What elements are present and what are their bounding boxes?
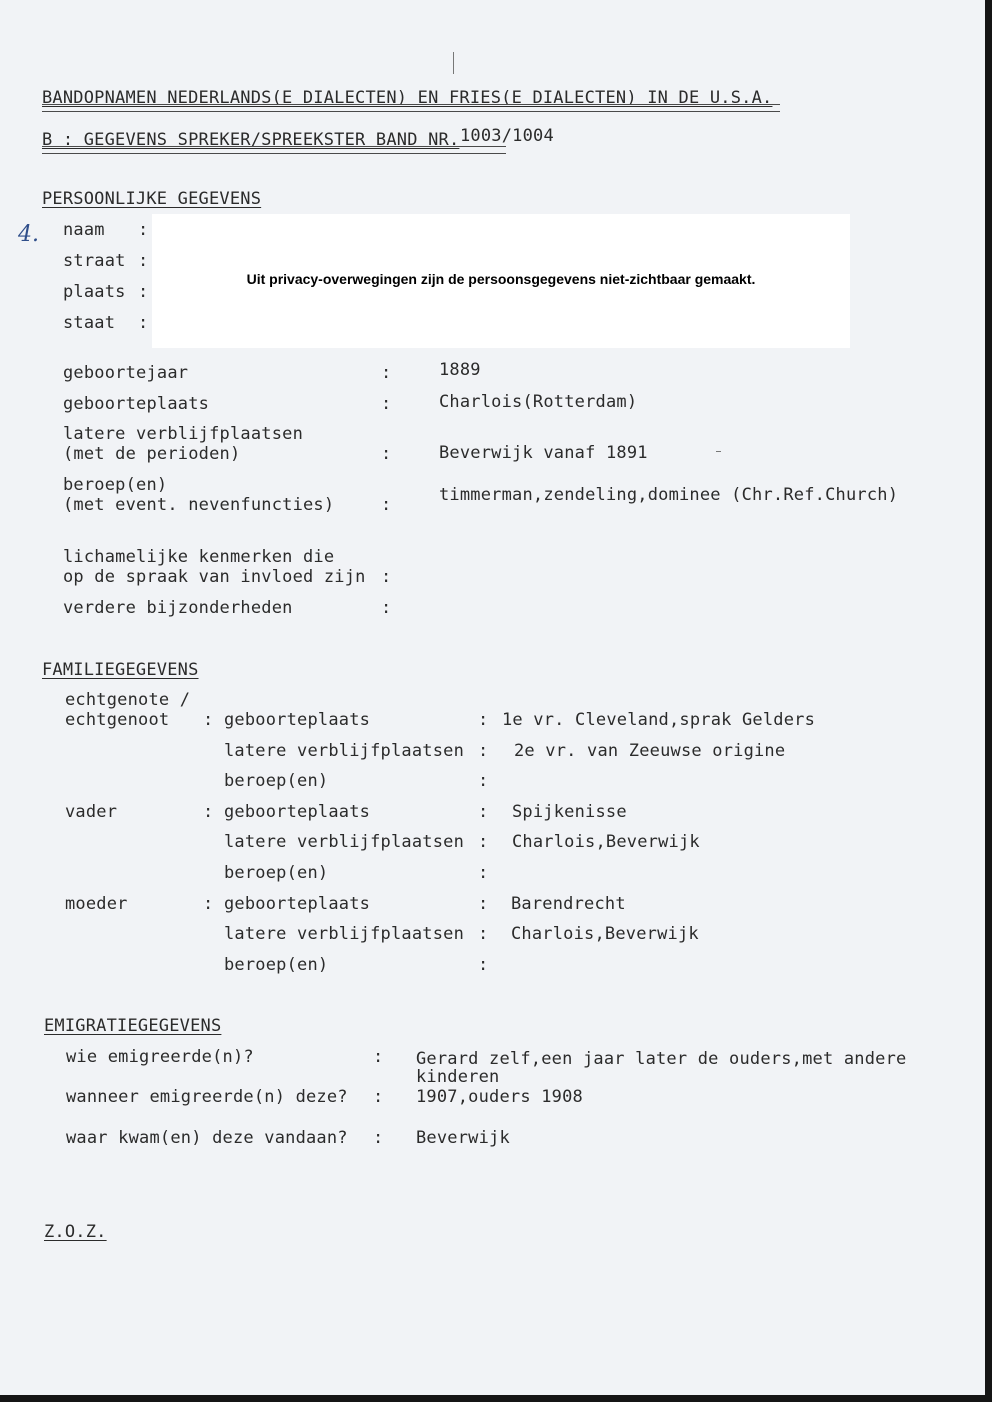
- colon: :: [203, 802, 214, 822]
- label-bijzonderheden: verdere bijzonderheden: [63, 598, 293, 618]
- colon: :: [478, 802, 489, 822]
- label-geboortejaar: geboortejaar: [63, 363, 189, 383]
- label-spouse: echtgenote /: [65, 690, 191, 710]
- value-wie-cont: kinderen: [416, 1067, 500, 1087]
- colon: :: [478, 771, 489, 791]
- privacy-notice: Uit privacy-overwegingen zijn de persoonsgegevens niet-zichtbaar gemaakt.: [246, 271, 756, 287]
- label-kenmerken-sub: op de spraak van invloed zijn: [63, 567, 366, 587]
- title-double-underline: [42, 104, 780, 112]
- colon: :: [203, 710, 214, 730]
- colon: :: [478, 924, 489, 944]
- colon: :: [381, 444, 392, 464]
- colon: :: [373, 1047, 384, 1067]
- colon: :: [478, 894, 489, 914]
- value-verblijfplaatsen: Beverwijk vanaf 1891: [439, 443, 648, 463]
- colon: :: [478, 955, 489, 975]
- band-number: 1003/1004: [460, 126, 554, 146]
- value-geboortejaar: 1889: [439, 360, 481, 380]
- label-beroep-sub: (met event. nevenfuncties): [63, 495, 335, 515]
- label-wie: wie emigreerde(n)?: [66, 1047, 254, 1067]
- section-heading-family: FAMILIEGEGEVENS: [42, 660, 199, 680]
- label-plaats: plaats: [63, 282, 126, 302]
- margin-tick: [453, 52, 454, 74]
- label-wanneer: wanneer emigreerde(n) deze?: [66, 1087, 348, 1107]
- field-verblijfplaatsen: latere verblijfplaatsen: [224, 832, 465, 852]
- value-spouse-verblijf: 2e vr. van Zeeuwse origine: [514, 741, 786, 761]
- label-verblijfplaatsen: latere verblijfplaatsen: [63, 424, 304, 444]
- field-geboorteplaats: geboorteplaats: [224, 710, 371, 730]
- colon: :: [381, 394, 392, 414]
- value-father-geboorteplaats: Spijkenisse: [512, 802, 627, 822]
- field-geboorteplaats: geboorteplaats: [224, 894, 371, 914]
- colon: :: [138, 251, 149, 271]
- label-verblijfplaatsen-sub: (met de perioden): [63, 444, 241, 464]
- field-verblijfplaatsen: latere verblijfplaatsen: [224, 741, 465, 761]
- field-geboorteplaats: geboorteplaats: [224, 802, 371, 822]
- colon: :: [381, 363, 392, 383]
- colon: :: [478, 832, 489, 852]
- colon: :: [138, 282, 149, 302]
- value-spouse-geboorteplaats: 1e vr. Cleveland,sprak Gelders: [502, 710, 816, 730]
- colon: :: [373, 1128, 384, 1148]
- section-heading-emigration: EMIGRATIEGEGEVENS: [44, 1016, 222, 1036]
- field-beroep: beroep(en): [224, 771, 329, 791]
- subtitle-double-underline: [42, 146, 506, 154]
- label-mother: moeder: [65, 894, 128, 914]
- colon: :: [138, 313, 149, 333]
- value-mother-verblijf: Charlois,Beverwijk: [511, 924, 699, 944]
- label-beroep: beroep(en): [63, 475, 168, 495]
- section-heading-personal: PERSOONLIJKE GEGEVENS: [42, 189, 262, 209]
- label-geboorteplaats: geboorteplaats: [63, 394, 210, 414]
- scan-edge-bottom: [0, 1395, 992, 1402]
- value-beroep: timmerman,zendeling,dominee (Chr.Ref.Church): [439, 485, 899, 505]
- value-father-verblijf: Charlois,Beverwijk: [512, 832, 700, 852]
- colon: :: [478, 710, 489, 730]
- colon: :: [138, 220, 149, 240]
- field-verblijfplaatsen: latere verblijfplaatsen: [224, 924, 465, 944]
- value-waar: Beverwijk: [416, 1128, 510, 1148]
- field-beroep: beroep(en): [224, 955, 329, 975]
- colon: :: [381, 495, 392, 515]
- handwritten-number: 4.: [18, 222, 39, 247]
- value-geboorteplaats: Charlois(Rotterdam): [439, 392, 638, 412]
- colon: :: [478, 863, 489, 883]
- privacy-redaction-box: [152, 214, 850, 348]
- colon: :: [373, 1087, 384, 1107]
- stray-dash: [716, 451, 721, 452]
- label-straat: straat: [63, 251, 126, 271]
- field-beroep: beroep(en): [224, 863, 329, 883]
- zoz-note: Z.O.Z.: [44, 1222, 107, 1242]
- label-staat: staat: [63, 313, 116, 333]
- colon: :: [203, 894, 214, 914]
- label-naam: naam: [63, 220, 105, 240]
- label-father: vader: [65, 802, 118, 822]
- colon: :: [478, 741, 489, 761]
- label-waar: waar kwam(en) deze vandaan?: [66, 1128, 348, 1148]
- label-spouse-2: echtgenoot: [65, 710, 170, 730]
- colon: :: [381, 598, 392, 618]
- value-mother-geboorteplaats: Barendrecht: [511, 894, 626, 914]
- colon: :: [381, 567, 392, 587]
- value-wie: Gerard zelf,een jaar later de ouders,met andere: [416, 1049, 907, 1069]
- scan-edge-right: [985, 0, 992, 1402]
- label-kenmerken: lichamelijke kenmerken die: [63, 547, 335, 567]
- document-title: BANDOPNAMEN NEDERLANDS(E DIALECTEN) EN FRIES(E DIALECTEN) IN DE U.S.A.: [42, 88, 773, 108]
- value-wanneer: 1907,ouders 1908: [416, 1087, 583, 1107]
- document-subtitle: B : GEGEVENS SPREKER/SPREEKSTER BAND NR.: [42, 130, 460, 150]
